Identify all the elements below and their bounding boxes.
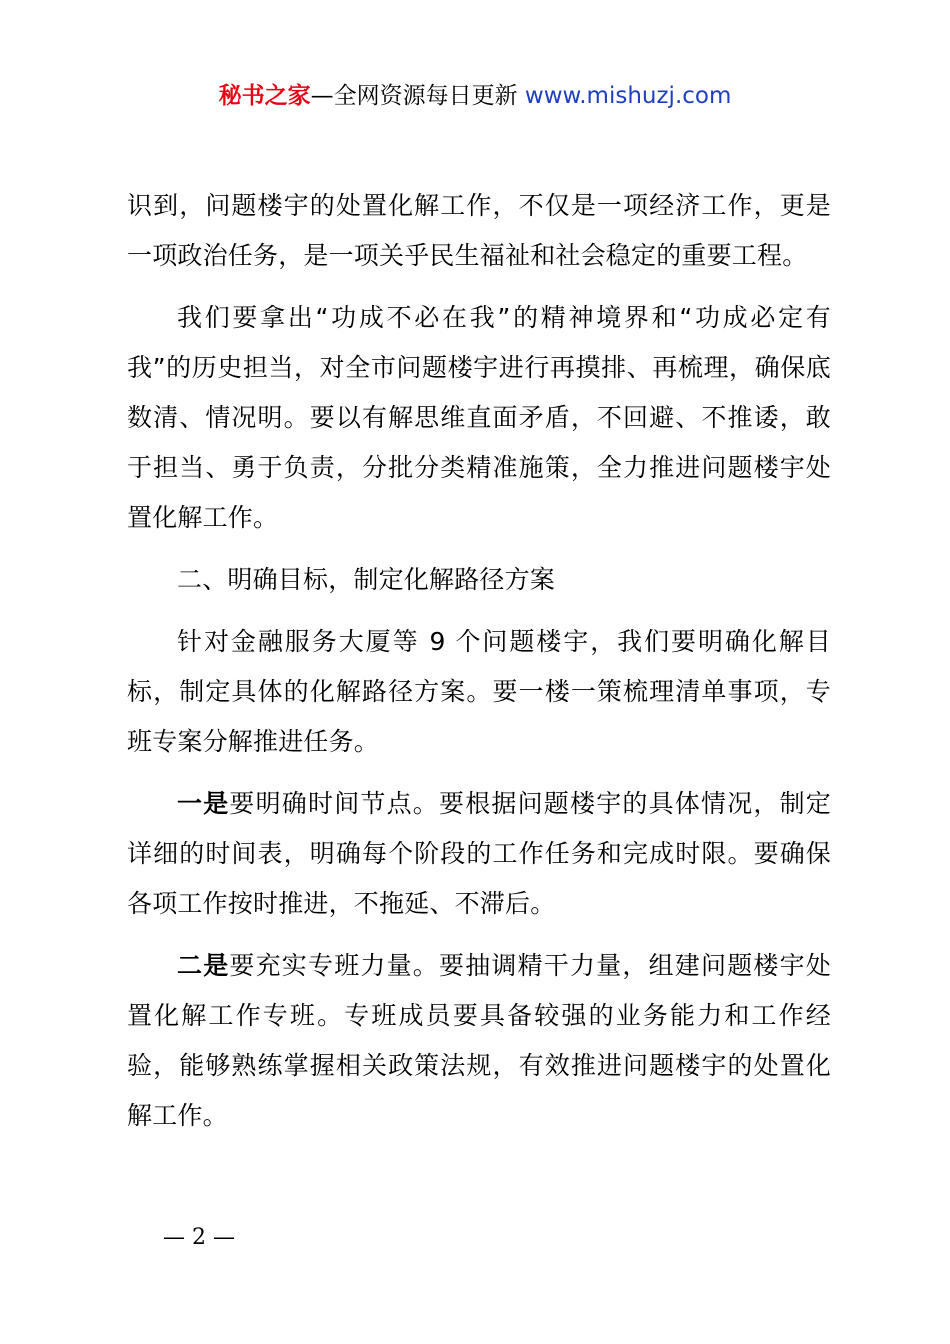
paragraph-targets: 针对金融服务大厦等 9 个问题楼宇，我们要明确化解目标，制定具体的化解路径方案。要一楼一策梳理清单事项，专班专案分解推进任务。 — [127, 627, 831, 756]
point-one-text: 要明确时间节点。要根据问题楼宇的具体情况，制定详细的时间表，明确每个阶段的工作任务和完成时限。要确保各项工作按时推进，不拖延、不滞后。 — [127, 789, 831, 918]
paragraph-responsibility: 我们要拿出“功成不必在我”的精神境界和“功成必定有我”的历史担当，对全市问题楼宇进行再摸排、再梳理，确保底数清、情况明。要以有解思维直面矛盾，不回避、不推诿，敢于担当、勇于负责，分批分类精准施策，全力推进问题楼宇处置化解工作。 — [127, 303, 831, 532]
point-one-lead: 一是 — [177, 789, 230, 818]
section-heading-2: 二、明确目标，制定化解路径方案 — [177, 565, 556, 594]
paragraph-point-two — [127, 941, 831, 1141]
paragraph-point-one — [127, 779, 831, 929]
header-slogan: —全网资源每日更新 — [310, 83, 518, 109]
point-two-text: 要充实专班力量。要抽调精干力量，组建问题楼宇处置化解工作专班。专班成员要具备较强的业务能力和工作经验，能够熟练掌握相关政策法规，有效推进问题楼宇的处置化解工作。 — [127, 951, 831, 1130]
page-number: — 2 — — [163, 1225, 235, 1250]
brand-name: 秘书之家 — [218, 83, 311, 109]
site-url-link[interactable]: www.mishuzj.com — [524, 83, 732, 109]
point-two-lead: 二是 — [177, 951, 230, 980]
paragraph-continuation: 识到，问题楼宇的处置化解工作，不仅是一项经济工作，更是一项政治任务，是一项关乎民生福祉和社会稳定的重要工程。 — [127, 191, 831, 270]
site-header — [0, 80, 950, 112]
document-body — [127, 181, 831, 1141]
